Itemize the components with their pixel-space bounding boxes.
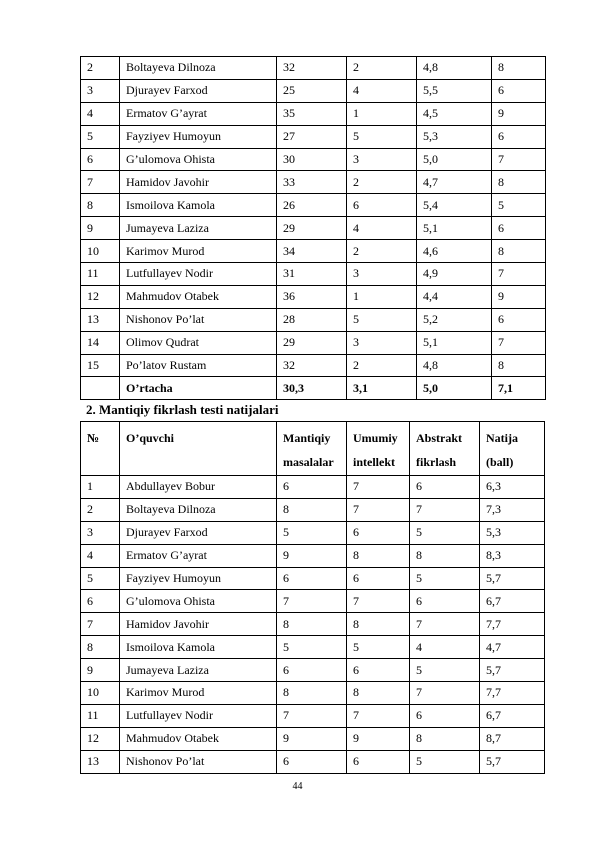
table-cell: 5,4: [417, 194, 492, 217]
table-cell: 5,7: [480, 567, 545, 590]
table-cell: Karimov Murod: [120, 240, 277, 263]
table-cell: 3: [347, 148, 417, 171]
table-cell: Ermatov G’ayrat: [120, 102, 277, 125]
table-cell: 32: [277, 57, 347, 80]
table-cell: 5,3: [480, 521, 545, 544]
table-cell: Mahmudov Otabek: [120, 727, 277, 750]
table-cell: 2: [347, 354, 417, 377]
table-cell: G’ulomova Ohista: [120, 148, 277, 171]
table-cell: 29: [277, 217, 347, 240]
table-cell: 7: [277, 704, 347, 727]
table-cell: 36: [277, 285, 347, 308]
table-cell: 5,3: [417, 125, 492, 148]
table-cell: 4,6: [417, 240, 492, 263]
table-cell: 6: [492, 79, 546, 102]
table-cell: Lutfullayev Nodir: [120, 263, 277, 286]
page-number: 44: [292, 781, 303, 792]
table-header-row: [81, 422, 545, 476]
table-row: [81, 704, 545, 727]
table-cell: 8: [347, 544, 410, 567]
table-cell: 13: [81, 750, 120, 773]
table-row: [81, 125, 546, 148]
table-cell: 6,7: [480, 590, 545, 613]
table-cell: 1: [347, 285, 417, 308]
table-cell: 5,0: [417, 148, 492, 171]
table-cell: 28: [277, 308, 347, 331]
table-row: [81, 521, 545, 544]
table-cell: 2: [347, 240, 417, 263]
average-row: [81, 377, 546, 400]
table-cell: Olimov Qudrat: [120, 331, 277, 354]
table-cell: 5,1: [417, 217, 492, 240]
table-cell: 8: [81, 194, 120, 217]
table-cell: 4: [347, 79, 417, 102]
table-cell: 9: [81, 217, 120, 240]
table-cell: 9: [347, 727, 410, 750]
table-cell: 6: [410, 704, 480, 727]
table-cell: 4,9: [417, 263, 492, 286]
table-cell: 5: [81, 567, 120, 590]
table-row: [81, 590, 545, 613]
logic-test-table: [80, 421, 545, 774]
table-row: [81, 682, 545, 705]
table-cell: 8: [492, 57, 546, 80]
table-cell: 5: [492, 194, 546, 217]
table-row: [81, 240, 546, 263]
table-row: [81, 285, 546, 308]
table-cell: Lutfullayev Nodir: [120, 704, 277, 727]
table-cell: Fayziyev Humoyun: [120, 125, 277, 148]
table-cell: 6: [81, 148, 120, 171]
table-cell: 8: [277, 682, 347, 705]
table-cell: 7,1: [492, 377, 546, 400]
table-cell: 1: [81, 476, 120, 499]
table-row: [81, 194, 546, 217]
table-cell: 4: [410, 636, 480, 659]
results-table-1: [80, 56, 546, 400]
table-cell: 8,7: [480, 727, 545, 750]
table-cell: 2: [347, 171, 417, 194]
table-cell: Nishonov Po’lat: [120, 750, 277, 773]
table-cell: 4,5: [417, 102, 492, 125]
table-cell: 6,7: [480, 704, 545, 727]
table-cell: Fayziyev Humoyun: [120, 567, 277, 590]
table-row: [81, 567, 545, 590]
table-row: [81, 79, 546, 102]
header-cell: Abstrakt fikrlash: [410, 422, 480, 476]
table-cell: 4,8: [417, 57, 492, 80]
table-cell: Ismoilova Kamola: [120, 636, 277, 659]
table-cell: 6: [347, 521, 410, 544]
table-cell: 8: [410, 544, 480, 567]
table-cell: 30: [277, 148, 347, 171]
table-cell: 13: [81, 308, 120, 331]
table-cell: 9: [81, 659, 120, 682]
table-cell: 6,3: [480, 476, 545, 499]
table-cell: 5: [347, 308, 417, 331]
table-cell: Boltayeva Dilnoza: [120, 498, 277, 521]
table-cell: 26: [277, 194, 347, 217]
table-cell: 8: [277, 613, 347, 636]
header-cell: Mantiqiy masalalar: [277, 422, 347, 476]
table-cell: Jumayeva Laziza: [120, 217, 277, 240]
table-cell: 6: [347, 567, 410, 590]
table-cell: 34: [277, 240, 347, 263]
table-row: [81, 263, 546, 286]
table-row: [81, 148, 546, 171]
table-cell: Mahmudov Otabek: [120, 285, 277, 308]
table-cell: Ermatov G’ayrat: [120, 544, 277, 567]
table-row: [81, 331, 546, 354]
table-cell: 1: [347, 102, 417, 125]
table-cell: 2: [81, 498, 120, 521]
table-cell: 5,5: [417, 79, 492, 102]
table-cell: 11: [81, 704, 120, 727]
table-cell: Djurayev Farxod: [120, 521, 277, 544]
table-cell: 5: [410, 750, 480, 773]
table-row: [81, 498, 545, 521]
table-cell: 4,7: [417, 171, 492, 194]
table-cell: 27: [277, 125, 347, 148]
table-cell: 7: [492, 148, 546, 171]
table-cell: 7: [277, 590, 347, 613]
table-cell: 4,7: [480, 636, 545, 659]
table-cell: 8: [277, 498, 347, 521]
table-cell: 4,4: [417, 285, 492, 308]
table-cell: 12: [81, 727, 120, 750]
table-cell: 8: [492, 354, 546, 377]
table-cell: 8: [81, 636, 120, 659]
table-cell: O’rtacha: [120, 377, 277, 400]
table-cell: 11: [81, 263, 120, 286]
table-cell: 7: [347, 498, 410, 521]
table-cell: 6: [347, 659, 410, 682]
table-cell: 5,1: [417, 331, 492, 354]
table-cell: 5,7: [480, 659, 545, 682]
table-cell: 6: [277, 476, 347, 499]
table-cell: 7: [347, 704, 410, 727]
table-cell: Ismoilova Kamola: [120, 194, 277, 217]
table-cell: Abdullayev Bobur: [120, 476, 277, 499]
table-cell: 8: [492, 171, 546, 194]
table-cell: 9: [492, 285, 546, 308]
table-cell: 6: [492, 308, 546, 331]
table-row: [81, 636, 545, 659]
table-cell: Djurayev Farxod: [120, 79, 277, 102]
table-cell: 4: [81, 544, 120, 567]
table-cell: 5: [410, 521, 480, 544]
table-cell: 3: [81, 79, 120, 102]
table-row: [81, 217, 546, 240]
table-cell: 8: [347, 682, 410, 705]
table-row: [81, 308, 546, 331]
table-cell: 4,8: [417, 354, 492, 377]
header-cell: Natija (ball): [480, 422, 545, 476]
table-cell: 6: [81, 590, 120, 613]
table-cell: 7: [81, 171, 120, 194]
table-cell: 6: [277, 750, 347, 773]
table-cell: 32: [277, 354, 347, 377]
table-cell: 8: [347, 613, 410, 636]
table-row: [81, 727, 545, 750]
table-cell: 7,3: [480, 498, 545, 521]
header-cell: O’quvchi: [120, 422, 277, 476]
table-cell: 5: [410, 567, 480, 590]
table-cell: Hamidov Javohir: [120, 613, 277, 636]
table-cell: 3,1: [347, 377, 417, 400]
table-cell: 6: [492, 217, 546, 240]
table-cell: 9: [492, 102, 546, 125]
table-cell: 8: [492, 240, 546, 263]
table-cell: 7: [410, 498, 480, 521]
header-cell: №: [81, 422, 120, 476]
table-cell: 8: [410, 727, 480, 750]
table-cell: 7,7: [480, 613, 545, 636]
table-cell: 30,3: [277, 377, 347, 400]
table-cell: 9: [277, 544, 347, 567]
table-cell: 6: [410, 590, 480, 613]
table-cell: 4: [81, 102, 120, 125]
table-cell: 5,0: [417, 377, 492, 400]
table-cell: 5: [277, 521, 347, 544]
table-cell: 6: [347, 750, 410, 773]
table-cell: 6: [347, 194, 417, 217]
table-row: [81, 354, 546, 377]
table-cell: 7: [347, 590, 410, 613]
table-cell: 8,3: [480, 544, 545, 567]
table-row: [81, 659, 545, 682]
table-cell: 5: [277, 636, 347, 659]
table-cell: 5: [81, 125, 120, 148]
table-cell: 7: [410, 613, 480, 636]
table-cell: [81, 377, 120, 400]
table-cell: 7: [410, 682, 480, 705]
table-cell: 14: [81, 331, 120, 354]
table-cell: 5: [347, 125, 417, 148]
table-cell: 5,7: [480, 750, 545, 773]
table-cell: 7: [492, 263, 546, 286]
table-cell: 3: [81, 521, 120, 544]
table-cell: 10: [81, 682, 120, 705]
table-cell: 2: [347, 57, 417, 80]
table-cell: G’ulomova Ohista: [120, 590, 277, 613]
table-cell: 15: [81, 354, 120, 377]
header-cell: Umumiy intellekt: [347, 422, 410, 476]
table-cell: 10: [81, 240, 120, 263]
table-cell: Karimov Murod: [120, 682, 277, 705]
table-cell: 5: [410, 659, 480, 682]
table-row: [81, 102, 546, 125]
table-cell: 2: [81, 57, 120, 80]
table-cell: 4: [347, 217, 417, 240]
table-row: [81, 171, 546, 194]
table-cell: 5,2: [417, 308, 492, 331]
table-cell: 7: [492, 331, 546, 354]
table-cell: 35: [277, 102, 347, 125]
table-cell: 29: [277, 331, 347, 354]
table-cell: 12: [81, 285, 120, 308]
table-cell: 7: [347, 476, 410, 499]
table-cell: 25: [277, 79, 347, 102]
table-cell: 6: [492, 125, 546, 148]
table-row: [81, 57, 546, 80]
table-row: [81, 750, 545, 773]
table-cell: Jumayeva Laziza: [120, 659, 277, 682]
table-cell: 31: [277, 263, 347, 286]
table-cell: 9: [277, 727, 347, 750]
table-cell: Nishonov Po’lat: [120, 308, 277, 331]
table-cell: 6: [277, 567, 347, 590]
table-cell: 7: [81, 613, 120, 636]
table-row: [81, 613, 545, 636]
table-cell: 6: [277, 659, 347, 682]
table-cell: 6: [410, 476, 480, 499]
table-cell: Boltayeva Dilnoza: [120, 57, 277, 80]
table-cell: Hamidov Javohir: [120, 171, 277, 194]
table-row: [81, 476, 545, 499]
table-cell: 5: [347, 636, 410, 659]
table-cell: 3: [347, 331, 417, 354]
table-caption: 2. Mantiqiy fikrlash testi natijalari: [86, 402, 279, 417]
table-cell: 33: [277, 171, 347, 194]
table-cell: 7,7: [480, 682, 545, 705]
table-row: [81, 544, 545, 567]
table-cell: Po’latov Rustam: [120, 354, 277, 377]
table-cell: 3: [347, 263, 417, 286]
